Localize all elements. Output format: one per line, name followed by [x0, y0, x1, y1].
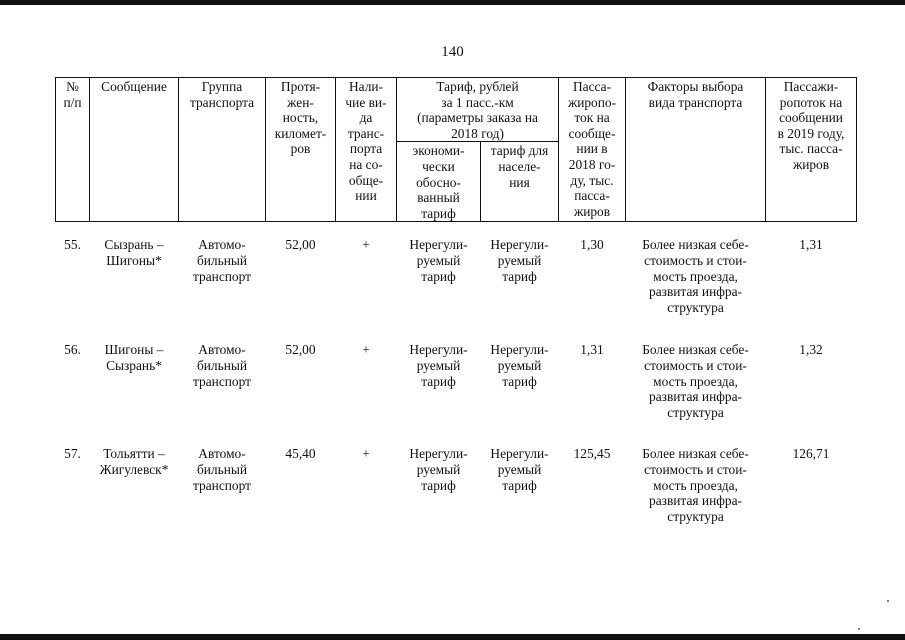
bottom-border [0, 634, 905, 640]
cell-length: 45,40 [285, 446, 316, 462]
cell-length: 52,00 [285, 342, 316, 358]
cell-factors: Более низкая себе- стоимость и стои- мость проезда, развитая инфра- структура [642, 446, 749, 524]
scan-speck [858, 628, 860, 630]
table-row [56, 327, 857, 431]
cell-tariff-population: Нерегули- руемый тариф [490, 237, 549, 284]
top-border [0, 0, 905, 5]
cell-tariff-population: Нерегули- руемый тариф [490, 342, 549, 389]
table-row [56, 222, 857, 328]
header-route: Сообщение [90, 78, 179, 222]
cell-route: Тольятти – Жигулевск* [99, 446, 169, 477]
cell-passenger-flow-2019: 1,31 [799, 237, 823, 253]
transport-table [55, 77, 857, 535]
header-passenger-flow-2018: Пасса- жиропо- ток на сообще- нии в 2018 го- ду, тыс. пасса- жиров [559, 78, 626, 222]
cell-tariff-economic: Нерегули- руемый тариф [409, 342, 468, 389]
cell-tariff-economic: Нерегули- руемый тариф [409, 446, 468, 493]
header-length: Протя- жен- ность, километ- ров [266, 78, 336, 222]
cell-availability: + [362, 237, 370, 253]
cell-length: 52,00 [285, 237, 316, 253]
cell-factors: Более низкая себе- стоимость и стои- мость проезда, развитая инфра- структура [642, 342, 749, 420]
cell-no: 56. [64, 342, 81, 358]
cell-passenger-flow-2018: 125,45 [573, 446, 611, 462]
cell-route: Шигоны – Сызрань* [104, 342, 164, 373]
cell-tariff-population: Нерегули- руемый тариф [490, 446, 549, 493]
table-body [56, 222, 857, 536]
cell-no: 55. [64, 237, 81, 253]
cell-factors: Более низкая себе- стоимость и стои- мость проезда, развитая инфра- структура [642, 237, 749, 315]
cell-passenger-flow-2018: 1,31 [580, 342, 604, 358]
table-header [56, 78, 857, 222]
cell-availability: + [362, 446, 370, 462]
header-tariff: Тариф, рублей за 1 пасс.-км (параметры заказа на 2018 год) [397, 78, 559, 142]
header-availability: Нали- чие ви- да транс- порта на со- обще- нии [336, 78, 397, 222]
cell-group: Автомо- бильный транспорт [193, 446, 251, 493]
cell-passenger-flow-2019: 1,32 [799, 342, 823, 358]
header-passenger-flow-2019: Пассажи- ропоток на сообщении в 2019 году, тыс. пасса- жиров [766, 78, 857, 222]
cell-group: Автомо- бильный транспорт [193, 342, 251, 389]
page-number: 140 [441, 44, 464, 60]
cell-no: 57. [64, 446, 81, 462]
cell-tariff-economic: Нерегули- руемый тариф [409, 237, 468, 284]
header-tariff-population: тариф для населе- ния [481, 142, 559, 222]
scan-speck [887, 600, 889, 602]
cell-passenger-flow-2018: 1,30 [580, 237, 604, 253]
cell-group: Автомо- бильный транспорт [193, 237, 251, 284]
header-no: № п/п [56, 78, 90, 222]
table-row [56, 431, 857, 535]
cell-passenger-flow-2019: 126,71 [792, 446, 830, 462]
header-tariff-economic: экономи- чески обосно- ванный тариф [397, 142, 481, 222]
cell-route: Сызрань – Шигоны* [104, 237, 164, 268]
header-factors: Факторы выбора вида транспорта [626, 78, 766, 222]
header-group: Группа транспорта [179, 78, 266, 222]
cell-availability: + [362, 342, 370, 358]
